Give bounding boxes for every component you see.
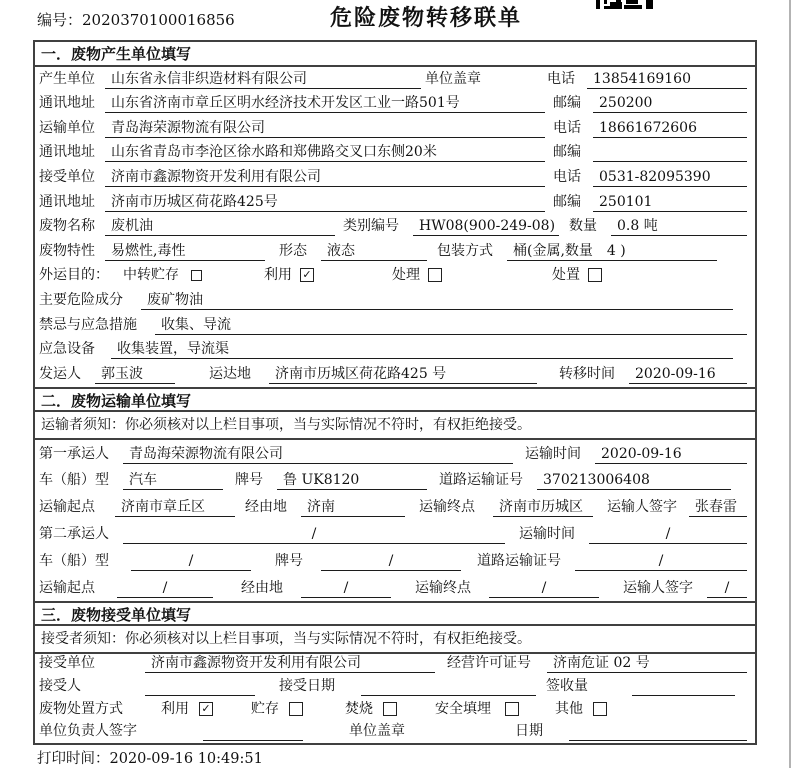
category-code-value: HW08(900-249-08) bbox=[413, 217, 559, 236]
transporter-unit-value: 青岛海荣源物流有限公司 bbox=[105, 119, 545, 138]
purpose-utilize-label: 利用 bbox=[264, 267, 292, 284]
form-row bbox=[35, 722, 755, 745]
form-row bbox=[35, 338, 755, 363]
packaging-label: 包装方式 bbox=[437, 242, 493, 259]
print-time-label: 打印时间： bbox=[37, 751, 110, 767]
emergency-measures-label: 禁忌与应急措施 bbox=[39, 316, 137, 333]
page-edge-line bbox=[789, 0, 791, 768]
producer-unit-value: 山东省永信非织造材料有限公司 bbox=[105, 70, 421, 89]
producer-phone-label: 电话 bbox=[547, 70, 575, 87]
carrier-signature-label: 运输人签字 bbox=[607, 499, 677, 516]
category-code-label: 类别编号 bbox=[343, 218, 399, 235]
transport-date-label-2: 运输时间 bbox=[519, 525, 575, 542]
form-row bbox=[35, 493, 755, 520]
section3-title: 三．废物接受单位填写 bbox=[35, 601, 755, 626]
transport-date-value: 2020-09-16 bbox=[595, 445, 747, 464]
plate-number-label-2: 牌号 bbox=[275, 552, 303, 569]
disposal-other-label: 其他 bbox=[555, 700, 583, 717]
via-label: 经由地 bbox=[245, 499, 287, 516]
transfer-date-label: 转移时间 bbox=[559, 365, 615, 382]
transporter-postcode-value bbox=[593, 143, 747, 162]
origin-label-2: 运输起点 bbox=[39, 579, 95, 596]
hazard-component-value: 废矿物油 bbox=[141, 291, 733, 310]
purpose-treat-checkbox bbox=[428, 268, 442, 282]
transporter-phone-label: 电话 bbox=[553, 119, 581, 136]
transporter-address-value: 山东省青岛市李沧区徐水路和郑佛路交叉口东侧20米 bbox=[105, 143, 545, 162]
license-number-label: 经营许可证号 bbox=[447, 655, 531, 672]
transfer-purpose-label: 外运目的： bbox=[39, 267, 109, 284]
receipt-quantity-value bbox=[632, 677, 735, 696]
form-row bbox=[35, 362, 755, 387]
disposal-storage-checkbox bbox=[289, 702, 303, 716]
section3-rows bbox=[35, 654, 755, 745]
waste-property-label: 废物特性 bbox=[39, 242, 95, 259]
emergency-equipment-value: 收集装置，导流渠 bbox=[111, 340, 733, 359]
receiver-notice: 接受者须知：你必须核对以上栏目事项，当与实际情况不符时，有权拒绝接受。 bbox=[35, 626, 755, 654]
endpoint-value-2: / bbox=[489, 579, 599, 598]
document-number-label: 编号： bbox=[37, 11, 83, 29]
second-carrier-value: / bbox=[123, 525, 505, 544]
date-value bbox=[569, 722, 747, 741]
receiver-address-value: 济南市历城区荷花路425号 bbox=[105, 193, 545, 212]
form-row bbox=[35, 288, 755, 313]
responsible-signature-label: 单位负责人签字 bbox=[39, 723, 137, 740]
form-row bbox=[35, 699, 755, 722]
print-time-line bbox=[37, 747, 263, 768]
disposal-other-checkbox bbox=[593, 702, 607, 716]
receiver-postcode-label: 邮编 bbox=[553, 193, 581, 210]
producer-unit-label: 产生单位 bbox=[39, 70, 95, 87]
plate-number-label: 牌号 bbox=[235, 472, 263, 489]
form-row bbox=[35, 654, 755, 677]
vehicle-type-label: 车（船）型 bbox=[39, 472, 109, 489]
carrier-signature-value: 张春雷 bbox=[689, 498, 747, 517]
packaging-value: 桶(金属,数量 4 ) bbox=[507, 242, 717, 261]
receiver-postcode-value: 250101 bbox=[593, 193, 747, 212]
origin-label: 运输起点 bbox=[39, 499, 95, 516]
disposal-utilize-checkbox: ✓ bbox=[199, 702, 213, 716]
transporter-address-label: 通讯地址 bbox=[39, 144, 95, 161]
destination-label: 运达地 bbox=[209, 365, 251, 382]
quantity-label: 数量 bbox=[569, 218, 597, 235]
road-permit-label: 道路运输证号 bbox=[439, 472, 523, 489]
endpoint-label: 运输终点 bbox=[419, 499, 475, 516]
first-carrier-value: 青岛海荣源物流有限公司 bbox=[123, 445, 513, 464]
disposal-incinerate-checkbox bbox=[383, 702, 397, 716]
emergency-equipment-label: 应急设备 bbox=[39, 341, 95, 358]
form-label: 形态 bbox=[279, 242, 307, 259]
waste-name-label: 废物名称 bbox=[39, 218, 95, 235]
unit-seal-label: 单位盖章 bbox=[425, 70, 481, 87]
receiver-phone-label: 电话 bbox=[553, 168, 581, 185]
plate-number-value: 鲁 UK8120 bbox=[277, 471, 427, 490]
form-row bbox=[35, 547, 755, 574]
plate-number-value-2: / bbox=[321, 552, 461, 571]
accept-date-value bbox=[361, 677, 536, 696]
section2-title: 二．废物运输单位填写 bbox=[35, 387, 755, 412]
form-row bbox=[35, 676, 755, 699]
waste-property-value: 易燃性,毒性 bbox=[105, 242, 265, 261]
receiver-unit-label: 接受单位 bbox=[39, 168, 95, 185]
via-value: 济南 bbox=[301, 498, 405, 517]
quantity-value: 0.8 吨 bbox=[611, 217, 747, 236]
transporter-phone-value: 18661672606 bbox=[593, 119, 747, 138]
form-row bbox=[35, 190, 755, 215]
transport-date-value-2: / bbox=[589, 525, 747, 544]
waste-name-value: 废机油 bbox=[105, 217, 335, 236]
accept-unit-label: 接受单位 bbox=[39, 655, 95, 672]
form-row bbox=[35, 440, 755, 467]
via-value-2: / bbox=[301, 579, 391, 598]
road-permit-value: 370213006408 bbox=[537, 471, 731, 490]
disposal-incinerate-label: 焚烧 bbox=[345, 700, 373, 717]
vehicle-type-label-2: 车（船）型 bbox=[39, 552, 109, 569]
hazard-component-label: 主要危险成分 bbox=[39, 291, 123, 308]
producer-address-value: 山东省济南市章丘区明水经济技术开发区工业一路501号 bbox=[105, 94, 545, 113]
form-row bbox=[35, 264, 755, 289]
accept-unit-value: 济南市鑫源物资开发利用有限公司 bbox=[145, 654, 435, 673]
purpose-treat-label: 处理 bbox=[392, 267, 420, 284]
form-row bbox=[35, 574, 755, 601]
transport-date-label: 运输时间 bbox=[525, 445, 581, 462]
vehicle-type-value: 汽车 bbox=[123, 471, 223, 490]
purpose-dispose-checkbox bbox=[588, 268, 602, 282]
carrier-signature-value-2: / bbox=[707, 579, 747, 598]
road-permit-label-2: 道路运输证号 bbox=[477, 552, 561, 569]
road-permit-value-2: / bbox=[575, 552, 747, 571]
form-row bbox=[35, 215, 755, 240]
disposal-method-label: 废物处置方式 bbox=[39, 700, 123, 717]
responsible-signature-value bbox=[203, 722, 303, 741]
first-carrier-label: 第一承运人 bbox=[39, 445, 109, 462]
form-row bbox=[35, 313, 755, 338]
section2-rows bbox=[35, 440, 755, 601]
receiver-phone-value: 0531-82095390 bbox=[593, 168, 747, 187]
via-label-2: 经由地 bbox=[241, 579, 283, 596]
emergency-measures-value: 收集、导流 bbox=[155, 316, 747, 335]
transfer-date-value: 2020-09-16 bbox=[629, 365, 747, 384]
second-carrier-label: 第二承运人 bbox=[39, 525, 109, 542]
disposal-utilize-label: 利用 bbox=[161, 700, 189, 717]
endpoint-value: 济南市历城区 bbox=[493, 498, 593, 517]
origin-value: 济南市章丘区 bbox=[115, 498, 235, 517]
purpose-utilize-checkbox: ✓ bbox=[300, 268, 314, 282]
form-row bbox=[35, 239, 755, 264]
origin-value-2: / bbox=[117, 579, 213, 598]
form-row bbox=[35, 467, 755, 494]
purpose-dispose-label: 处置 bbox=[552, 267, 580, 284]
transporter-notice: 运输者须知：你必须核对以上栏目事项，当与实际情况不符时，有权拒绝接受。 bbox=[35, 412, 755, 440]
date-label: 日期 bbox=[515, 723, 543, 740]
print-time-value: 2020-09-16 10:49:51 bbox=[109, 751, 263, 767]
endpoint-label-2: 运输终点 bbox=[415, 579, 471, 596]
purpose-transit-storage-label: 中转贮存 bbox=[123, 267, 179, 284]
acceptor-value bbox=[145, 677, 255, 696]
document-number-value: 2020370100016856 bbox=[82, 11, 235, 29]
disposal-landfill-label: 安全填埋 bbox=[435, 700, 491, 717]
vehicle-type-value-2: / bbox=[131, 552, 251, 571]
manifest-table bbox=[33, 40, 757, 745]
disposal-landfill-checkbox bbox=[505, 702, 519, 716]
receiver-unit-value: 济南市鑫源物资开发利用有限公司 bbox=[105, 168, 545, 187]
unit-seal2-label: 单位盖章 bbox=[349, 723, 405, 740]
producer-phone-value: 13854169160 bbox=[587, 70, 747, 89]
form-row bbox=[35, 141, 755, 166]
section1-title: 一．废物产生单位填写 bbox=[35, 42, 755, 67]
form-row bbox=[35, 116, 755, 141]
acceptor-label: 接受人 bbox=[39, 677, 81, 694]
producer-postcode-label: 邮编 bbox=[553, 95, 581, 112]
form-row bbox=[35, 92, 755, 117]
consignor-value: 郭玉波 bbox=[95, 365, 175, 384]
producer-address-label: 通讯地址 bbox=[39, 95, 95, 112]
document-number bbox=[37, 9, 235, 30]
form-row bbox=[35, 520, 755, 547]
destination-value: 济南市历城区荷花路425 号 bbox=[269, 365, 537, 384]
qr-code-fragment bbox=[596, 0, 654, 10]
accept-date-label: 接受日期 bbox=[279, 677, 335, 694]
transporter-postcode-label: 邮编 bbox=[553, 144, 581, 161]
form-row bbox=[35, 67, 755, 92]
purpose-transit-storage-checkbox bbox=[191, 270, 202, 281]
disposal-storage-label: 贮存 bbox=[251, 700, 279, 717]
receipt-quantity-label: 签收量 bbox=[546, 677, 588, 694]
form-value: 液态 bbox=[321, 242, 427, 261]
license-number-value: 济南危证 02 号 bbox=[547, 654, 747, 673]
receiver-address-label: 通讯地址 bbox=[39, 193, 95, 210]
section1-rows bbox=[35, 67, 755, 387]
transporter-unit-label: 运输单位 bbox=[39, 119, 95, 136]
consignor-label: 发运人 bbox=[39, 365, 81, 382]
page-title: 危险废物转移联单 bbox=[330, 5, 523, 31]
producer-postcode-value: 250200 bbox=[593, 94, 747, 113]
carrier-signature-label-2: 运输人签字 bbox=[623, 579, 693, 596]
form-row bbox=[35, 165, 755, 190]
